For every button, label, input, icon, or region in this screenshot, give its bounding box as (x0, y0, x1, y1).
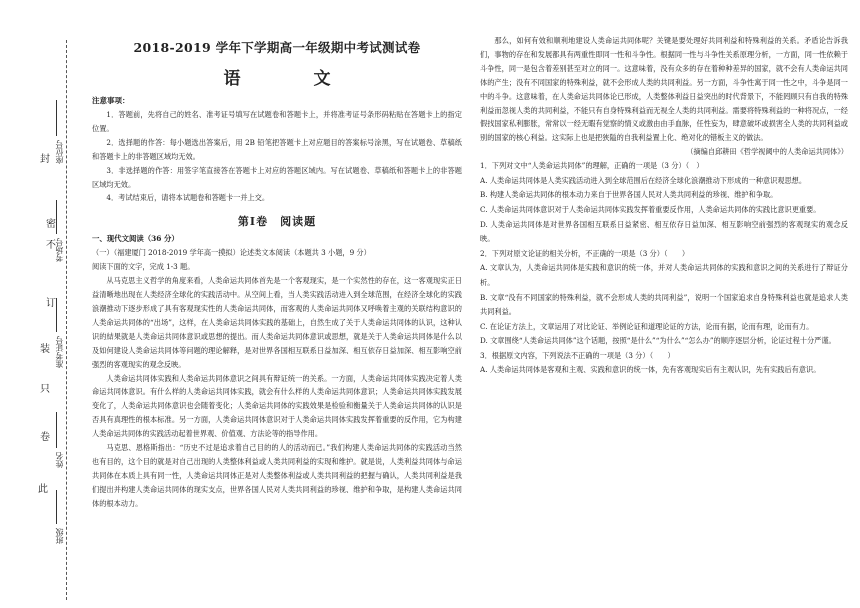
question-option[interactable]: A. 文章认为，人类命运共同体是实践和意识的统一体，并对人类命运共同体的实践和意识之间的关系进行了辩证分析。 (480, 263, 848, 287)
question-option[interactable]: C. 在论证方法上，文章运用了对比论证、举例论证和道理论证的方法，论而有据，论而有理，论而有力。 (480, 321, 814, 331)
class-label: 班级 (55, 528, 64, 544)
ticket-number-blank[interactable] (56, 298, 57, 332)
seal-char: 只 (40, 384, 50, 395)
question-stem: 1．下列对文中“人类命运共同体”的理解，正确的一项是（3 分）（ ） (480, 161, 704, 171)
question-option[interactable]: D. 人类命运共同体是对世界各国相互联系日益紧密、相互依存日益加深、相互影响空前强烈的客观现实的观念反映。 (480, 219, 848, 244)
passage-paragraph: 从马克思主义哲学的角度来看，人类命运共同体首先是一个客观现实，是一个实然性的存在，这一客观现实正日益清晰地出现在人类经济全球化的实践活动中。从空间上看，当人类实践活动进入到全球范围，在经济全球化的实践浪潮推动下逐步形成了具有客观现实性的人类命运共同体，而客观的人类命运共同体又呼唤着主观的关联结构意识的人类命运共同体的“出场”，这样，在人类命运共同体实践的基础上，自然生成了关于人类命运共同体的认识，这种认识的結果就是人类命运共同体意识或思想的提出。而人类命运共同体意识或思想，就是关于人类命运共同体是什么以及如何建设人类命运共同体等问题的理论解释，是对世界各国相互联系日益加深、相互依存日益加深、相互影响空前强烈的客观现实的观念反映。 (92, 276, 462, 369)
question-option[interactable]: A. 人类命运共同体是人类实践活动进入到全球范围后在经济全球化浪潮推动下形成的一种意识观思想。 (480, 175, 807, 185)
question-option[interactable]: D. 文章围绕“人类命运共同体”这个话题，按照“是什么”“为什么”“怎么办”的顺序逐层分析，论证过程十分严谨。 (480, 336, 836, 346)
question-stem: 3．根据原文内容，下列说法不正确的一项是（3 分）（ ） (480, 350, 675, 360)
name-label: 姓名 (55, 452, 64, 468)
reading-instruction: 阅读下面的文字，完成 1-3 题。 (92, 262, 195, 272)
subsection-heading: （一）（福建厦门 2018-2019 学年高一摸拟）论述类文本阅读（本题共 3 小题，9 分） (92, 248, 371, 258)
question-option[interactable]: B. 文章“没有不同国家的特殊利益，就不会形成人类的共同利益”，说明一个国家追求自身特殊利益也就是追求人类共同利益。 (480, 292, 848, 317)
seal-char: 此 (38, 484, 48, 495)
seal-char: 封 (40, 154, 50, 165)
notice-item: 2．选择题的作答：每小题选出答案后，用 2B 铅笔把答题卡上对应题目的答案标号涂黑，写在试题卷、草稿纸和答题卡上的非答题区域均无效。 (92, 137, 462, 161)
seal-char: 卷 (40, 432, 50, 443)
section-title: 第Ⅰ卷 阅读题 (237, 215, 317, 229)
ticket-number-label: 准考证号 (55, 336, 64, 368)
passage-paragraph: 马克思、恩格斯指出：“历史不过是追求着自己目的的人的活动而已。”我们构建人类命运共同体的实践活动当然也有目的，这个目的就是对自己出现的人类整体利益或人类共同利益的实现和维护。就是说，人类利益共同体与命运共同体在本质上具有同一性，人类命运共同体正是对人类整体利益或人类共同利益的把握与确认，人类共同利益是我们提出并构建人类命运共同体的现实支点，世界各国人民对人类共同利益的珍视、维护和争取，是构建人类命运共同体的根本动力。 (92, 443, 462, 508)
exam-title: 2018-2019 学年下学期高一年级期中考试测试卷 (133, 40, 421, 55)
question-stem: 2．下列对原文论证的相关分析，不正确的一项是（3 分）（ ） (480, 248, 690, 258)
name-blank[interactable] (56, 412, 57, 448)
passage-paragraph: 那么，如何有效和顺利地建设人类命运共同体呢？关键是要处理好共同利益和特殊利益的关系。矛盾论告诉我们，事物的存在和发展都具有两重性即同一性和斗争性。根据同一性与斗争性关系原理分析，一方面，同一性依赖于斗争性，同一是包含着差别甚至对立的同一。这意味着，没有众多的存在着种种差异的国家，就不会有人类命运共同体的产生；没有不同国家的特殊利益，就不会形成人类的共同利益。另一方面，斗争性寓于同一性之中，斗争是同一中的斗争。这意味着，在人类命运共同体论已形成，人类整体利益日益突出的时代背景下，不能罔顾只有自我的特殊利益而忽视人类的共同利益，不能只有自身特殊利益而无视全人类的共同利益。需要将特殊利益的一种将况点，一经假找国家私利膨胀，常常以一经无暇有觉察的情义或激由由手血脉，任性妄为，肆意破坏或损害全人类的共同利益或别的国家的核心利益。这实际上也是把狭隘的自我利益置上化、绝对化的错板主义的做法。 (480, 36, 848, 143)
seat-number-label: 座位号 (55, 140, 64, 164)
question-option[interactable]: B. 构建人类命运共同体的根本动力来自于世界各国人民对人类共同利益的珍视、维护和争取。 (480, 190, 778, 200)
binding-dashed-line (66, 40, 67, 600)
seal-char: 订 (46, 298, 56, 309)
notice-item: 1．答题前，先将自己的姓名、准考证号填写在试题卷和答题卡上，并将准考证号条形码粘贴在答题卡上的指定位置。 (92, 110, 462, 133)
exam-room-label: 考场号 (55, 238, 64, 262)
subject-title: 语 文 (223, 69, 359, 89)
passage-source: （摘编自邱耕田《哲学视阈中的人类命运共同体》） (686, 147, 848, 157)
seal-char: 密 (46, 219, 56, 230)
seal-char: 不 (46, 240, 56, 251)
seat-number-blank[interactable] (56, 100, 57, 136)
question-option[interactable]: A. 人类命运共同体是客观和主观、实践和意识的统一体，先有客观现实后有主观认识，先有实践后有意识。 (480, 365, 821, 375)
binding-margin (18, 40, 76, 600)
notice-heading: 注意事项： (92, 96, 130, 105)
passage-paragraph: 人类命运共同体实践和人类命运共同体意识之间具有辩证统一的关系。一方面，人类命运共同体实践决定着人类命运共同体意识。有什么样的人类命运共同体实践，就会有什么样的人类命运共同体意识；人类命运共同体实践发展变化了，人类命运共同体意识也会随着变化；人类命运共同体的实践效果是检验和衡量关于人类命运共同体的认识是否具有真理性的根本标准。另一方面，人类命运共同体意识对于人类命运共同体实践发挥着重要的反作用，它为构建人类命运共同体的实践活动起着世界观、价值观、方法论等的指导作用。 (92, 373, 462, 439)
seal-char: 装 (40, 344, 50, 355)
exam-room-blank[interactable] (56, 200, 57, 234)
notice-item: 3．非选择题的作答：用签字笔直接答在答题卡上对应的答题区域内。写在试题卷、草稿纸和答题卡上的非答题区域均无效。 (92, 165, 462, 189)
part-heading: 一、现代文阅读（36 分） (92, 234, 179, 244)
left-column (92, 34, 462, 604)
right-column (480, 34, 848, 604)
class-blank[interactable] (56, 490, 57, 524)
notice-item: 4．考试结束后，请将本试题卷和答题卡一并上交。 (106, 193, 270, 203)
question-option[interactable]: C. 人类命运共同体意识对于人类命运共同体实践发挥着重要反作用，人类命运共同体的实践比意识更重要。 (480, 204, 821, 214)
